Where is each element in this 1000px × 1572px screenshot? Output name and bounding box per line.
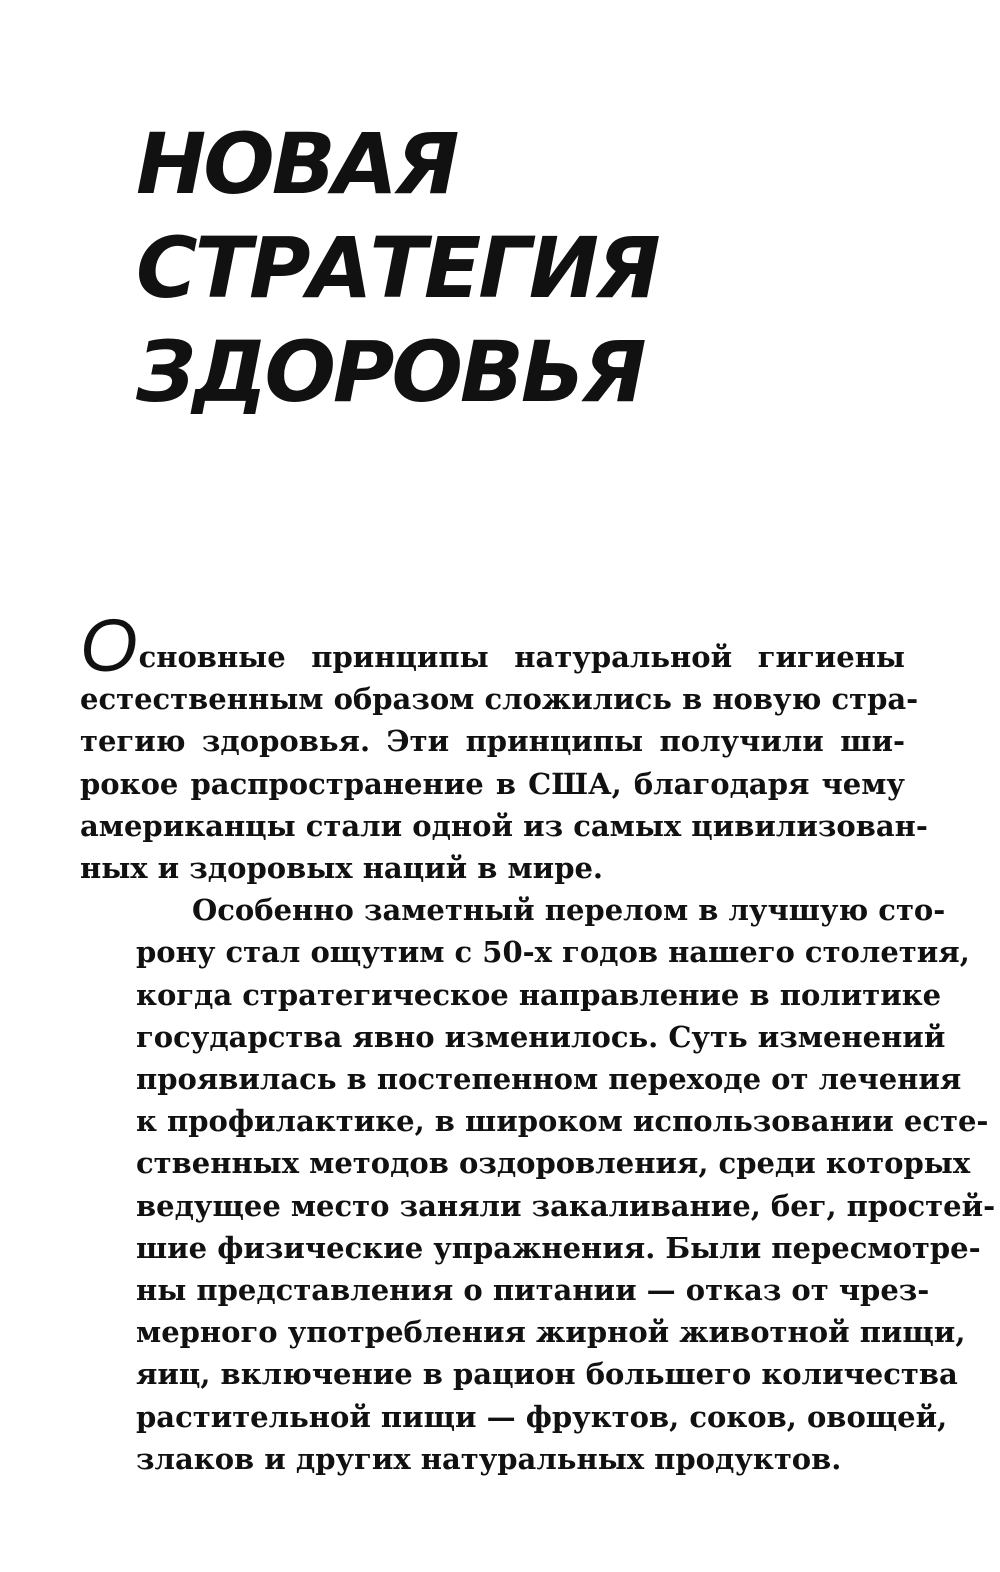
text-line: ственных методов оздоровления, среди которых <box>136 1146 971 1181</box>
chapter-title-line: НОВАЯ <box>136 115 457 213</box>
text-line: государства явно изменилось. Суть изменений <box>136 1019 946 1054</box>
text-line: растительной пищи — фруктов, соков, овощей, <box>136 1399 948 1434</box>
body-text <box>80 604 996 1480</box>
text-line: Особенно заметный перелом в лучшую сто- <box>192 893 946 928</box>
text-line: американцы стали одной из самых цивилизован- <box>80 808 928 843</box>
chapter-title-line: СТРАТЕГИЯ <box>136 219 658 317</box>
text-line: ных и здоровых наций в мире. <box>80 851 604 886</box>
drop-cap: О <box>80 604 138 687</box>
text-line: мерного употребления жирной животной пищи, <box>136 1315 966 1350</box>
text-line: шие физические упражнения. Были пересмотре- <box>136 1230 981 1265</box>
paragraph-1 <box>80 604 928 889</box>
text-line: тегию здоровья. Эти принципы получили ши- <box>80 724 905 759</box>
chapter-title <box>136 112 658 424</box>
chapter-title-line: ЗДОРОВЬЯ <box>136 323 644 421</box>
text-line <box>80 604 905 687</box>
text-line: ны представления о питании — отказ от чрез- <box>136 1273 930 1308</box>
text-line: яиц, включение в рацион большего количества <box>136 1357 958 1392</box>
text-line: к профилактике, в широком использовании есте- <box>136 1104 989 1139</box>
text-line: злаков и других натуральных продуктов. <box>136 1441 842 1476</box>
text-line: ведущее место заняли закаливание, бег, простей- <box>136 1188 996 1223</box>
text-line: естественным образом сложились в новую стра- <box>80 682 919 717</box>
text-line: проявилась в постепенном переходе от лечения <box>136 1062 962 1097</box>
text-line-content: сновные принципы натуральной гигиены <box>138 640 905 674</box>
text-line: рону стал ощутим с 50-х годов нашего столетия, <box>136 935 970 970</box>
text-line: рокое распространение в США, благодаря чему <box>80 766 905 801</box>
paragraph-2 <box>80 889 996 1480</box>
text-line: когда стратегическое направление в политике <box>136 977 942 1012</box>
